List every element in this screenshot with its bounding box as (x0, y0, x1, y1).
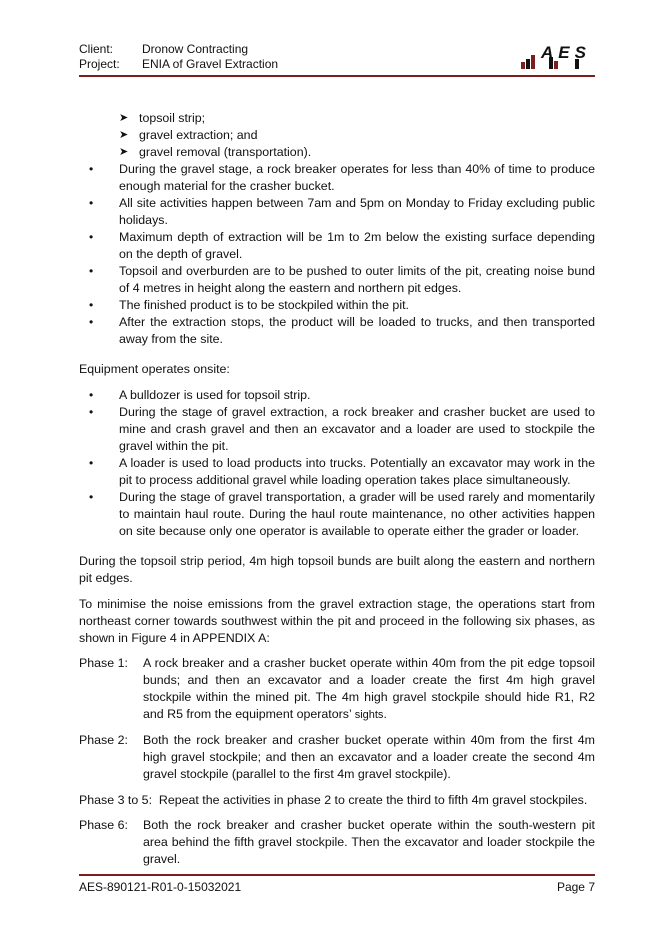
bullet-icon: • (89, 230, 94, 244)
topsoil-paragraph: During the topsoil strip period, 4m high topsoil bunds are built along the eastern and northern pit edges. (79, 554, 595, 585)
client-label: Client: (79, 42, 114, 56)
sub-bullet: ➤ topsoil strip; (119, 111, 206, 125)
client-value: Dronow Contracting (142, 42, 249, 56)
phase-label: Phase 6: (79, 818, 128, 832)
phase-2 (79, 732, 595, 783)
bullet-item: • After the extraction stops, the product will be loaded to trucks, and then transported away from the site. (89, 315, 595, 346)
bullet-icon: • (89, 196, 94, 210)
arrow-bullet-icon: ➤ (119, 129, 129, 141)
equipment-intro: Equipment operates onsite: (79, 362, 230, 376)
client-row (79, 42, 278, 57)
phase-1 (79, 655, 595, 724)
logo-text: AES (541, 43, 591, 62)
phase-label: Phase 2: (79, 733, 128, 747)
project-value: ENIA of Gravel Extraction (142, 57, 279, 71)
phase-text: Both the rock breaker and crasher bucket operate within 40m from the first 4m high gravel stockpile; and then an excavator and a loader create the second 4m gravel stockpile (parallel to the first 4m gravel stockpile). (143, 733, 595, 781)
noise-paragraph: To minimise the noise emissions from the gravel extraction stage, the operations start from northeast corner towards southwest within the pit and proceed in the following six phases, as shown in Figure 4 in APPENDIX A: (79, 597, 595, 645)
page-number: Page 7 (556, 880, 595, 894)
bullet-icon: • (89, 315, 94, 329)
bullet-item: • A loader is used to load products into trucks. Potentially an excavator may work in the pit to process additional gravel while loading operation takes place simultaneously. (89, 456, 595, 487)
bullet-item: • During the gravel stage, a rock breaker operates for less than 40% of time to produce enough material for the crasher bucket. (89, 162, 595, 193)
arrow-bullet-icon: ➤ (119, 112, 129, 124)
project-label: Project: (79, 57, 120, 71)
bullet-item: • Maximum depth of extraction will be 1m to 2m below the existing surface depending on the depth of gravel. (89, 230, 595, 261)
phase-6 (79, 817, 595, 868)
header-rule (79, 75, 595, 77)
sub-bullet: ➤ gravel removal (transportation). (119, 145, 312, 159)
bullet-icon: • (89, 162, 94, 176)
bullet-item: • Topsoil and overburden are to be pushed to outer limits of the pit, creating noise bund of 4 metres in height along the eastern and northern pit edges. (89, 264, 595, 295)
page-content (79, 110, 595, 868)
bullet-icon: • (89, 456, 94, 470)
bullet-item: • A bulldozer is used for topsoil strip. (89, 388, 311, 402)
bullet-icon: • (89, 405, 94, 419)
arrow-bullet-icon: ➤ (119, 146, 129, 158)
document-id: AES-890121-R01-0-15032021 (79, 880, 242, 894)
document-header (79, 42, 278, 72)
bullet-item: • During the stage of gravel transportation, a grader will be used rarely and momentarily to maintain haul route. During the haul route maintenance, no other activities happen on site because only one operator is available to operate either the grader or loader. (89, 490, 595, 538)
phase-3-to-5: Phase 3 to 5: Repeat the activities in phase 2 to create the third to fifth 4m gravel stockpiles. (79, 793, 588, 807)
bullet-item: • All site activities happen between 7am and 5pm on Monday to Friday excluding public holidays. (89, 196, 595, 227)
bullet-icon: • (89, 264, 94, 278)
phase-text: Both the rock breaker and crasher bucket operate within the south-western pit area behind the fifth gravel stockpile. Then the excavator and loader stockpile the gravel. (143, 818, 595, 866)
phase-label: Phase 1: (79, 656, 128, 670)
footer-rule (79, 874, 595, 876)
phase-text: A rock breaker and a crasher bucket operate within 40m from the pit edge topsoil bunds; and then an excavator and a loader create the first 4m high gravel stockpile within the mined pit. The 4m high gravel stockpile should hide R1, R2 and R5 from the equipment operators’ sights. (143, 656, 595, 721)
bullet-icon: • (89, 490, 94, 504)
project-row (79, 57, 278, 72)
sub-bullet: ➤ gravel extraction; and (119, 128, 258, 142)
bullet-icon: • (89, 298, 94, 312)
bullet-item: • During the stage of gravel extraction, a rock breaker and crasher bucket are used to mine and crash gravel and then an excavator and a loader are used to stockpile the gravel within the pit. (89, 405, 595, 453)
document-footer (79, 880, 595, 894)
bullet-item: • The finished product is to be stockpiled within the pit. (89, 298, 409, 312)
aes-logo (519, 40, 595, 70)
bullet-icon: • (89, 388, 94, 402)
